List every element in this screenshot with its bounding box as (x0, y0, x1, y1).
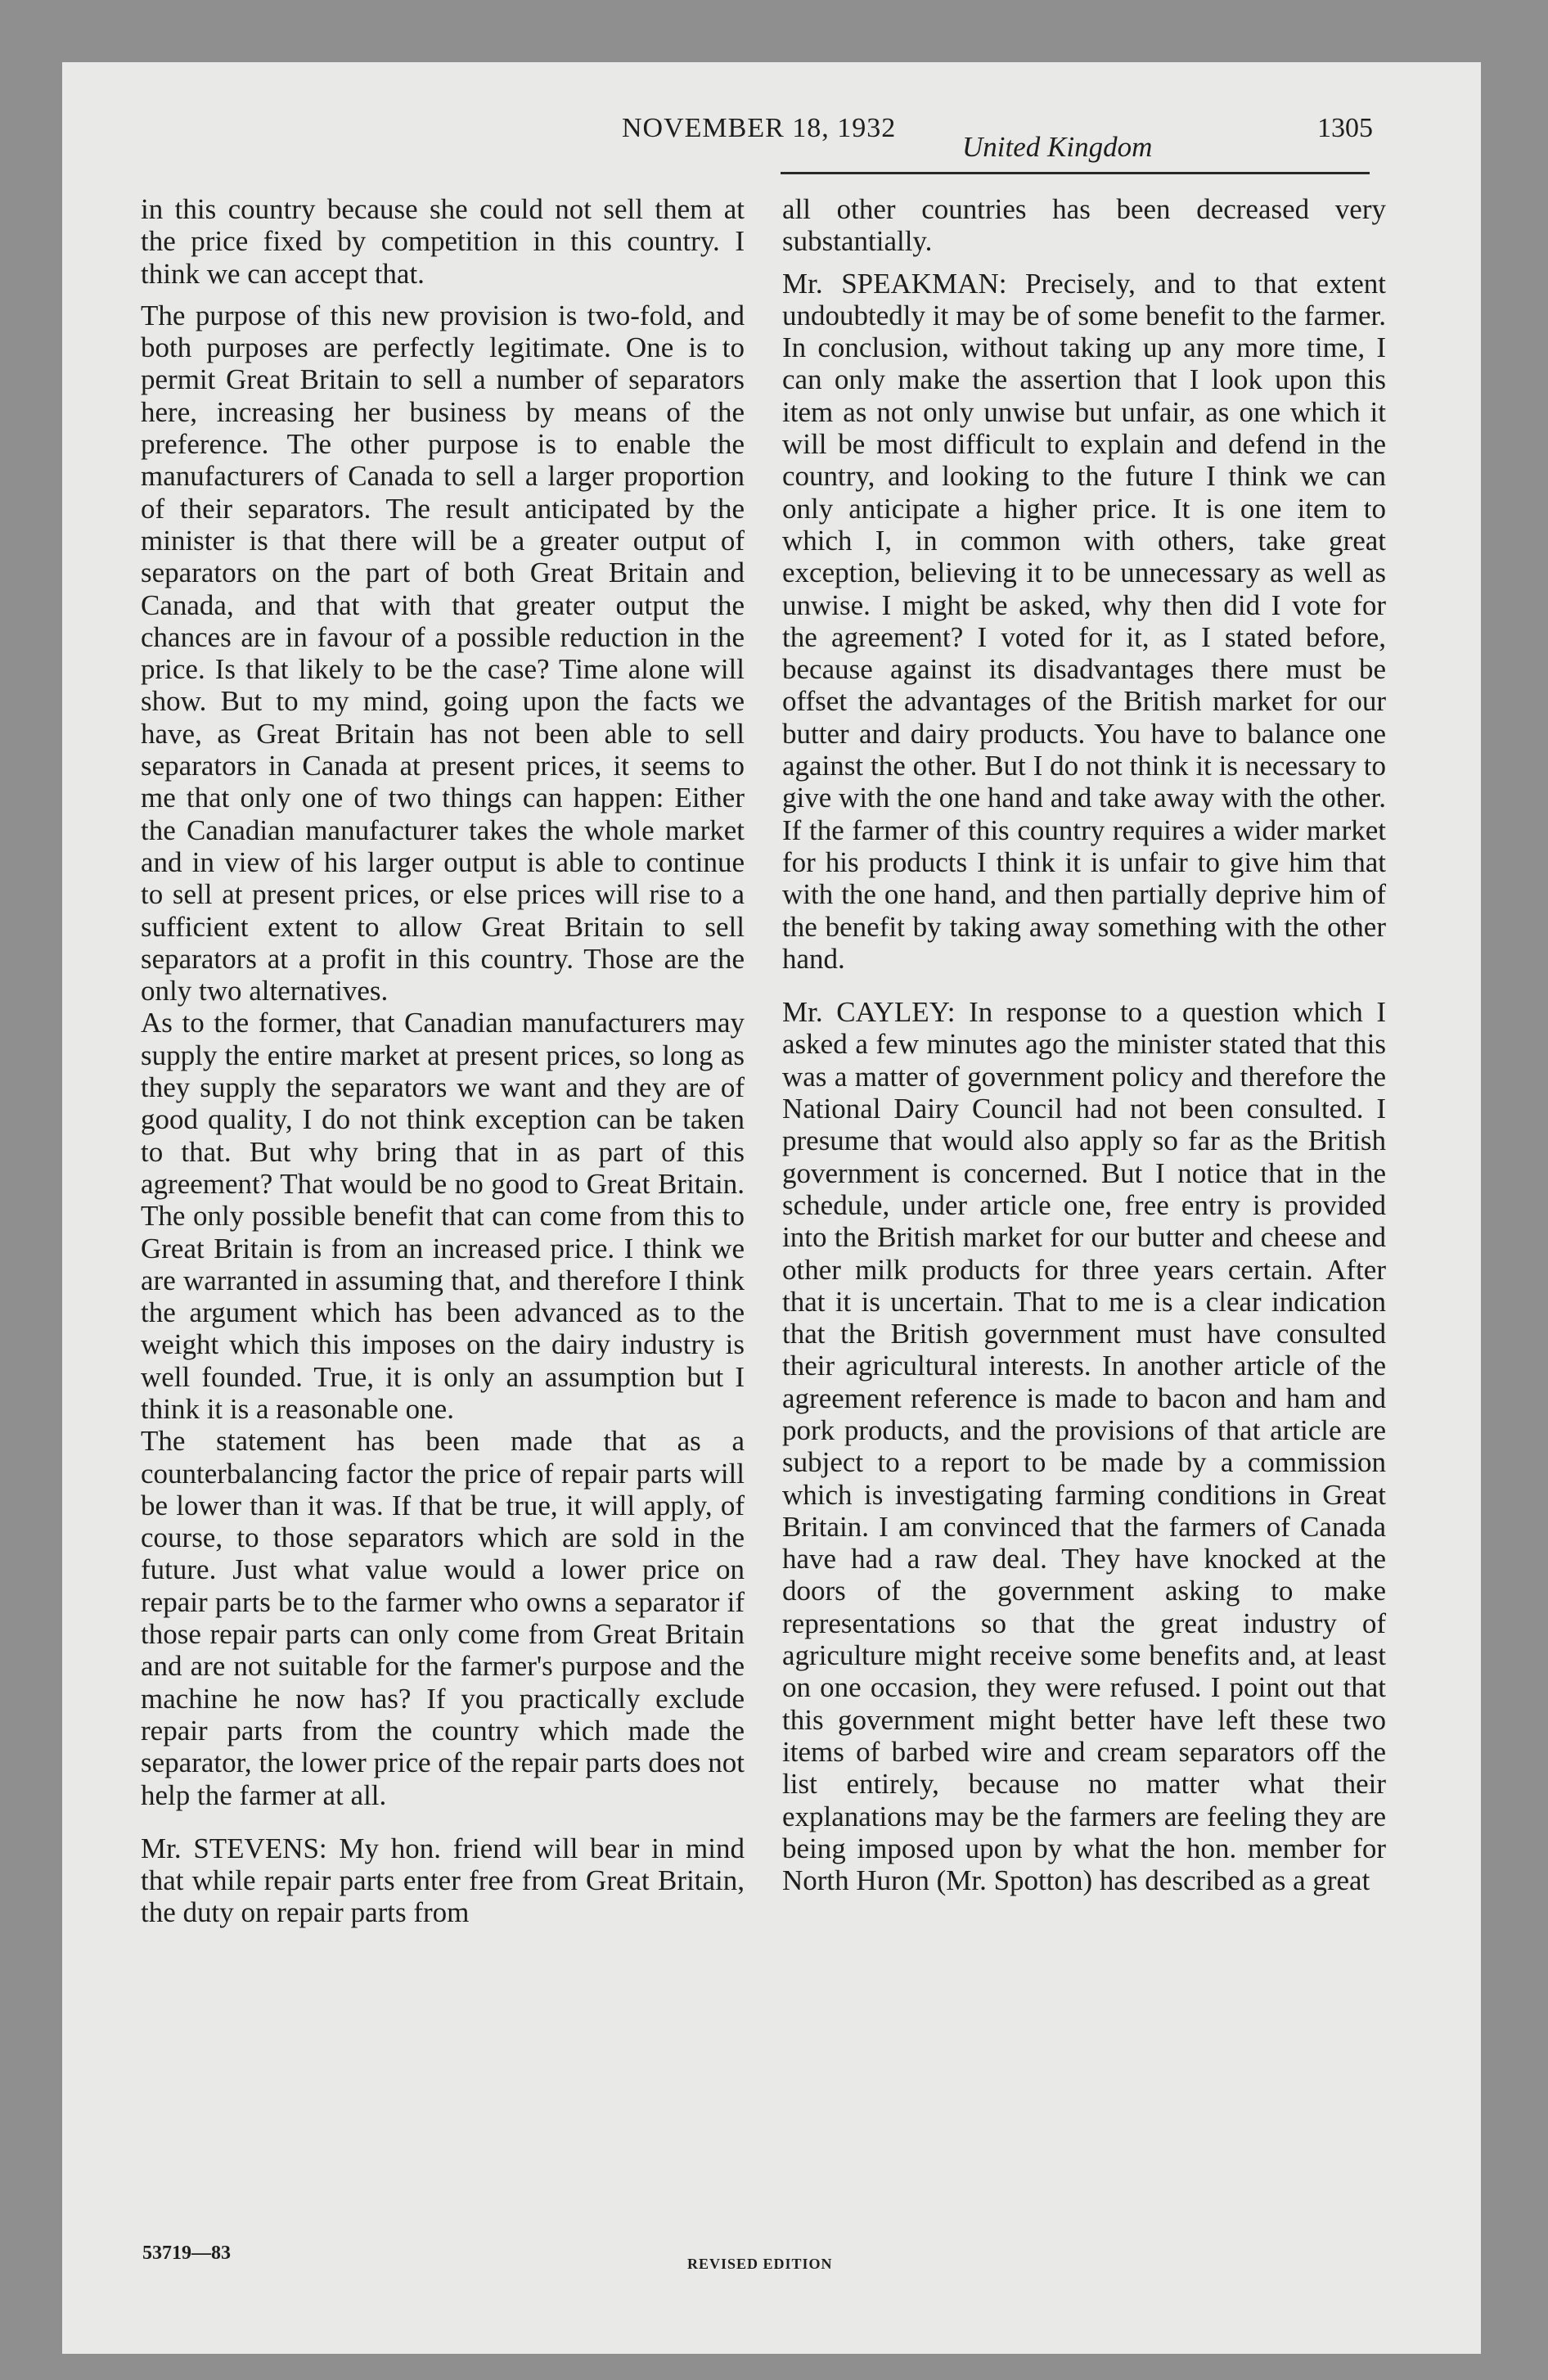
document-page (62, 62, 1481, 2354)
left-column (141, 193, 745, 1929)
page-number: 1305 (1317, 113, 1373, 143)
right-column (782, 193, 1386, 1896)
footer-code: 53719—83 (142, 2243, 231, 2264)
header-rule (781, 172, 1370, 174)
paragraph: Mr. STEVENS: My hon. friend will bear in mind that while repair parts enter free from Great Britain, the duty on repair parts from (141, 1832, 745, 1929)
paragraph: The statement has been made that as a counterbalancing factor the price of repair parts will be lower than it was. If that be true, it will apply, of course, to those separators which are sold in the future. Just what value would a lower price on repair parts be to the farmer who owns a separator if those repair parts can only come from Great Britain and are not suitable for the farmer's purpose and the machine he now has? If you practically exclude repair parts from the country which made the separator, the lower price of the repair parts does not help the farmer at all. (141, 1425, 745, 1811)
section-title: United Kingdom (962, 131, 1153, 163)
paragraph: Mr. SPEAKMAN: Precisely, and to that extent undoubtedly it may be of some benefit to the farmer. In conclusion, without taking up any more time, I can only make the assertion that I look upon this item as not only unwise but unfair, as one which it will be most difficult to explain and defend in the country, and looking to the future I think we can only anticipate a higher price. It is one item to which I, in common with others, take great exception, believing it to be unnecessary as well as unwise. I might be asked, why then did I vote for the agreement? I voted for it, as I stated before, because against its disadvantages there must be offset the advantages of the British market for our butter and dairy products. You have to balance one against the other. But I do not think it is necessary to give with the one hand and take away with the other. If the farmer of this country requires a wider market for his products I think it is unfair to give him that with the one hand, and then partially deprive him of the benefit by taking away something with the other hand. (782, 267, 1386, 975)
paragraph: As to the former, that Canadian manufacturers may supply the entire market at present prices, so long as they supply the separators we want and they are of good quality, I do not think exception can be taken to that. But why bring that in as part of this agreement? That would be no good to Great Britain. The only possible benefit that can come from this to Great Britain is from an increased price. I think we are warranted in assuming that, and therefore I think the argument which has been advanced as to the weight which this imposes on the dairy industry is well founded. True, it is only an assumption but I think it is a reasonable one. (141, 1007, 745, 1425)
paragraph: Mr. CAYLEY: In response to a question which I asked a few minutes ago the minister stated that this was a matter of government policy and therefore the National Dairy Council had not been consulted. I presume that would also apply so far as the British government is concerned. But I notice that in the schedule, under article one, free entry is provided into the British market for our butter and cheese and other milk products for three years certain. After that it is uncertain. That to me is a clear indication that the British government must have consulted their agricultural interests. In another article of the agreement reference is made to bacon and ham and pork products, and the provisions of that article are subject to a report to be made by a commission which is investigating farming conditions in Great Britain. I am convinced that the farmers of Canada have had a raw deal. They have knocked at the doors of the government asking to make representations so that the great industry of agriculture might receive some benefits and, at least on one occasion, they were refused. I point out that this government might better have left these two items of barbed wire and cream separators off the list entirely, because no matter what their explanations may be the farmers are feeling they are being imposed upon by what the hon. member for North Huron (Mr. Spotton) has described as a great (782, 996, 1386, 1897)
header-date: NOVEMBER 18, 1932 (622, 113, 897, 143)
paragraph: in this country because she could not sell them at the price fixed by competition in this country. I think we can accept that. (141, 193, 745, 290)
footer-edition: REVISED EDITION (687, 2256, 833, 2272)
paragraph: all other countries has been decreased very substantially. (782, 193, 1386, 258)
paragraph: The purpose of this new provision is two-fold, and both purposes are perfectly legitimate. One is to permit Great Britain to sell a number of separators here, increasing her business by means of the preference. The other purpose is to enable the manufacturers of Canada to sell a larger proportion of their separators. The result anticipated by the minister is that there will be a greater output of separators on the part of both Great Britain and Canada, and that with that greater output the chances are in favour of a possible reduction in the price. Is that likely to be the case? Time alone will show. But to my mind, going upon the facts we have, as Great Britain has not been able to sell separators in Canada at present prices, it seems to me that only one of two things can happen: Either the Canadian manufacturer takes the whole market and in view of his larger output is able to continue to sell at present prices, or else prices will rise to a sufficient extent to allow Great Britain to sell separators at a profit in this country. Those are the only two alternatives. (141, 299, 745, 1007)
